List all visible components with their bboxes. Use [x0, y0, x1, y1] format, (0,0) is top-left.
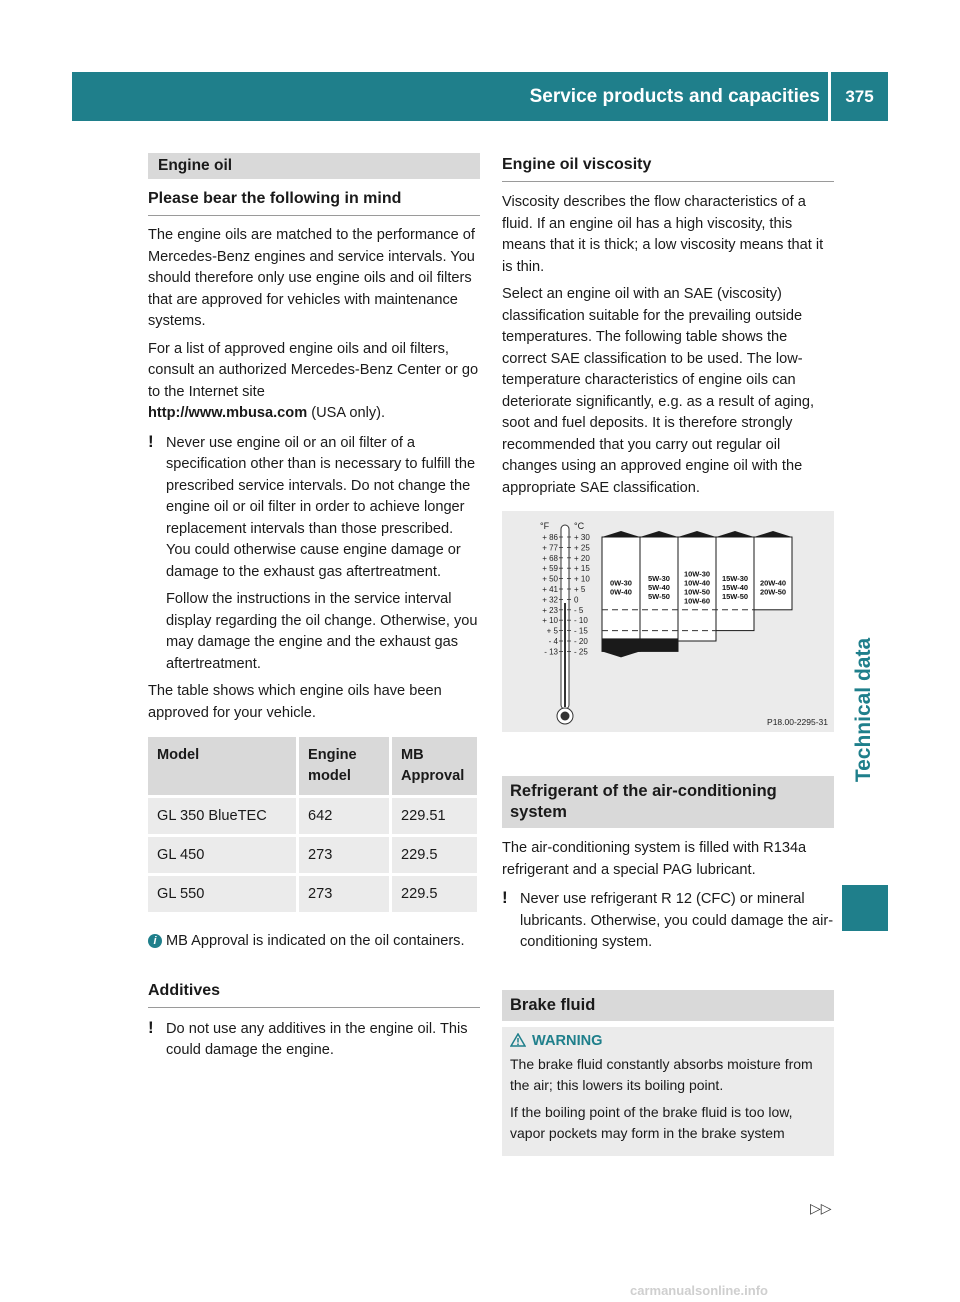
side-tab [844, 520, 884, 900]
bar-label: 0W-30 [610, 578, 632, 588]
additives-heading: Additives [148, 971, 480, 1008]
warning-triangle-icon [510, 1033, 526, 1047]
tick-label-c: - 15 [574, 626, 588, 636]
bar-label: 5W-40 [648, 583, 670, 592]
tick-label-c: + 10 [574, 574, 590, 584]
figure-reference: P18.00-2295-31 [767, 717, 828, 727]
bar-label: 5W-30 [648, 574, 670, 583]
table-cell: 229.5 [391, 875, 479, 914]
tick-label-c: + 5 [574, 585, 586, 594]
watermark: carmanualsonline.info [630, 1283, 768, 1298]
bar-label: 15W-30 [721, 574, 749, 583]
refrigerant-para: The air-conditioning system is filled with R134a refrigerant and a special PAG lubricant. [502, 840, 807, 878]
table-header-row [148, 737, 479, 797]
mbusa-link[interactable]: http://www.mbusa.com [148, 405, 308, 421]
tick-label-f: + 68 [542, 553, 558, 563]
bar-label: 10W-60 [683, 596, 711, 606]
brake-fluid-warning [502, 1027, 834, 1156]
refrigerant-caution: ! Never use refrigerant R 12 (CFC) or mineral lubricants. Otherwise, you could damage the air-conditioning system. [502, 888, 834, 950]
bar-arrow-down [602, 651, 640, 657]
info-note: i MB Approval is indicated on the oil containers. [148, 931, 480, 953]
table-cell: 273 [298, 875, 391, 914]
viscosity-para2: Select an engine oil with an SAE (viscosity) classification suitable for the prevailing outside temperatures. The following table shows the correct SAE classification to be used. The low-temperature characteristics of engine oils can deteriorate significantly, e.g. as a result of aging, soot and fuel deposits. It is therefore strongly recommended that you carry out regular oil changes using an approved engine oil with the appropriate SAE classification. [502, 286, 815, 496]
tick-label-c: - 25 [574, 647, 588, 657]
side-tab-block [842, 885, 888, 931]
left-column [148, 153, 480, 1068]
tick-label-c: + 30 [574, 533, 590, 542]
bar [754, 537, 792, 610]
unit-celsius: °C [574, 521, 585, 531]
engine-oil-caution: ! Never use engine oil or an oil filter of a specification other than is necessary to fulfill the prescribed service intervals. Do not change the engine oil or oil filter in order to achieve longer replacement intervals than those prescribed. You could otherwise cause engine damage or damage to the exhaust gas aftertreatment. [148, 431, 476, 580]
viscosity-para1: Viscosity describes the flow characteristics of a fluid. If an engine oil has a high viscosity, this means that it is thick; a low viscosity means that it is thin. [502, 194, 824, 275]
bar-arrow-up [716, 531, 754, 537]
table-cell: 229.5 [391, 836, 479, 875]
tick-label-c: - 20 [574, 637, 588, 646]
tick-label-c: 0 [574, 595, 579, 605]
tick-label-c: + 15 [574, 564, 590, 574]
approved-oil-table [148, 737, 480, 915]
side-tab-label: Technical data [852, 637, 875, 783]
table-row [148, 797, 479, 836]
tick-label-f: - 13 [544, 647, 558, 657]
bar-label: 10W-50 [683, 587, 711, 597]
bar-label: 20W-50 [759, 587, 787, 597]
table-cell: 642 [298, 797, 391, 836]
engine-oil-para2: For a list of approved engine oils and oil filters, consult an authorized Mercedes-Benz Center or go to the Internet site http://www.mbusa.com (USA only). [148, 340, 479, 421]
engine-oil-caution-followup: Follow the instructions in the service interval display regarding the oil change. Otherwise, you may damage the engine and the exhaust gas aftertreatment. [166, 591, 478, 672]
bar-low-band [640, 638, 678, 651]
bar-arrow-up [602, 531, 640, 537]
table-cell: GL 350 BlueTEC [148, 797, 298, 836]
col-header-engine-model: Engine model [298, 737, 391, 797]
bar-label: 15W-40 [721, 583, 749, 592]
tick-label-f: + 50 [542, 574, 558, 584]
table-intro: The table shows which engine oils have been approved for your vehicle. [148, 683, 442, 721]
table-row [148, 836, 479, 875]
bar-label: 10W-30 [683, 569, 711, 579]
bar-arrow-up [754, 531, 792, 537]
tick-label-f: + 41 [542, 585, 558, 594]
warning-text-2: If the boiling point of the brake fluid is too low, vapor pockets may form in the brake system [510, 1103, 793, 1141]
engine-oil-para1: The engine oils are matched to the performance of Mercedes-Benz engines and service intervals. You should therefore only use engine oils and oil filters that are approved for vehicles with maintenance systems. [148, 227, 475, 329]
table-cell: 229.51 [391, 797, 479, 836]
tick-label-c: + 20 [574, 553, 590, 563]
tick-label-f: + 59 [542, 564, 558, 574]
table-cell: GL 550 [148, 875, 298, 914]
bar-arrow-up [640, 531, 678, 537]
tick-label-c: - 5 [574, 605, 584, 615]
table-row [148, 875, 479, 914]
tick-label-f: + 10 [542, 616, 558, 626]
bear-in-mind-heading: Please bear the following in mind [148, 179, 480, 216]
info-icon: i [148, 934, 162, 948]
bar-low-band [602, 638, 640, 651]
tick-label-f: + 77 [542, 543, 558, 553]
tick-label-f: - 4 [548, 637, 558, 646]
page-header [72, 72, 888, 121]
viscosity-chart-svg [502, 511, 834, 732]
col-header-model: Model [148, 737, 298, 797]
bar-label: 20W-40 [759, 578, 787, 588]
bar-label: 0W-40 [610, 587, 632, 597]
brake-fluid-heading: Brake fluid [502, 990, 834, 1021]
bar-arrow-up [678, 531, 716, 537]
tick-label-c: - 10 [574, 616, 588, 626]
bar-label: 10W-40 [683, 578, 711, 588]
viscosity-heading: Engine oil viscosity [502, 153, 834, 182]
page-number: 375 [845, 87, 874, 106]
tick-label-f: + 32 [542, 595, 558, 605]
table-cell: 273 [298, 836, 391, 875]
table-cell: GL 450 [148, 836, 298, 875]
right-column [502, 153, 834, 1156]
bar-label: 5W-50 [648, 592, 670, 601]
caution-icon: ! [148, 1017, 154, 1037]
col-header-mb-approval: MB Approval [391, 737, 479, 797]
caution-icon: ! [502, 888, 508, 907]
continue-arrows: ▷▷ [810, 1200, 832, 1216]
tick-label-f: + 23 [542, 605, 558, 615]
thermometer-bulb-fill [561, 712, 570, 721]
refrigerant-heading: Refrigerant of the air-conditioning system [502, 776, 834, 828]
tick-label-c: + 25 [574, 543, 590, 553]
header-title: Service products and capacities [529, 86, 820, 107]
tick-label-f: + 5 [546, 626, 558, 636]
warning-title: WARNING [510, 1033, 826, 1049]
additives-caution: ! Do not use any additives in the engine oil. This could damage the engine. [148, 1017, 468, 1058]
viscosity-chart [502, 511, 834, 732]
engine-oil-heading: Engine oil [148, 153, 480, 179]
caution-icon: ! [148, 431, 154, 451]
warning-text-1: The brake fluid constantly absorbs moisture from the air; this lowers its boiling point. [510, 1055, 813, 1093]
bar-label: 15W-50 [721, 592, 749, 601]
tick-label-f: + 86 [542, 533, 558, 542]
unit-fahrenheit: °F [540, 521, 550, 531]
